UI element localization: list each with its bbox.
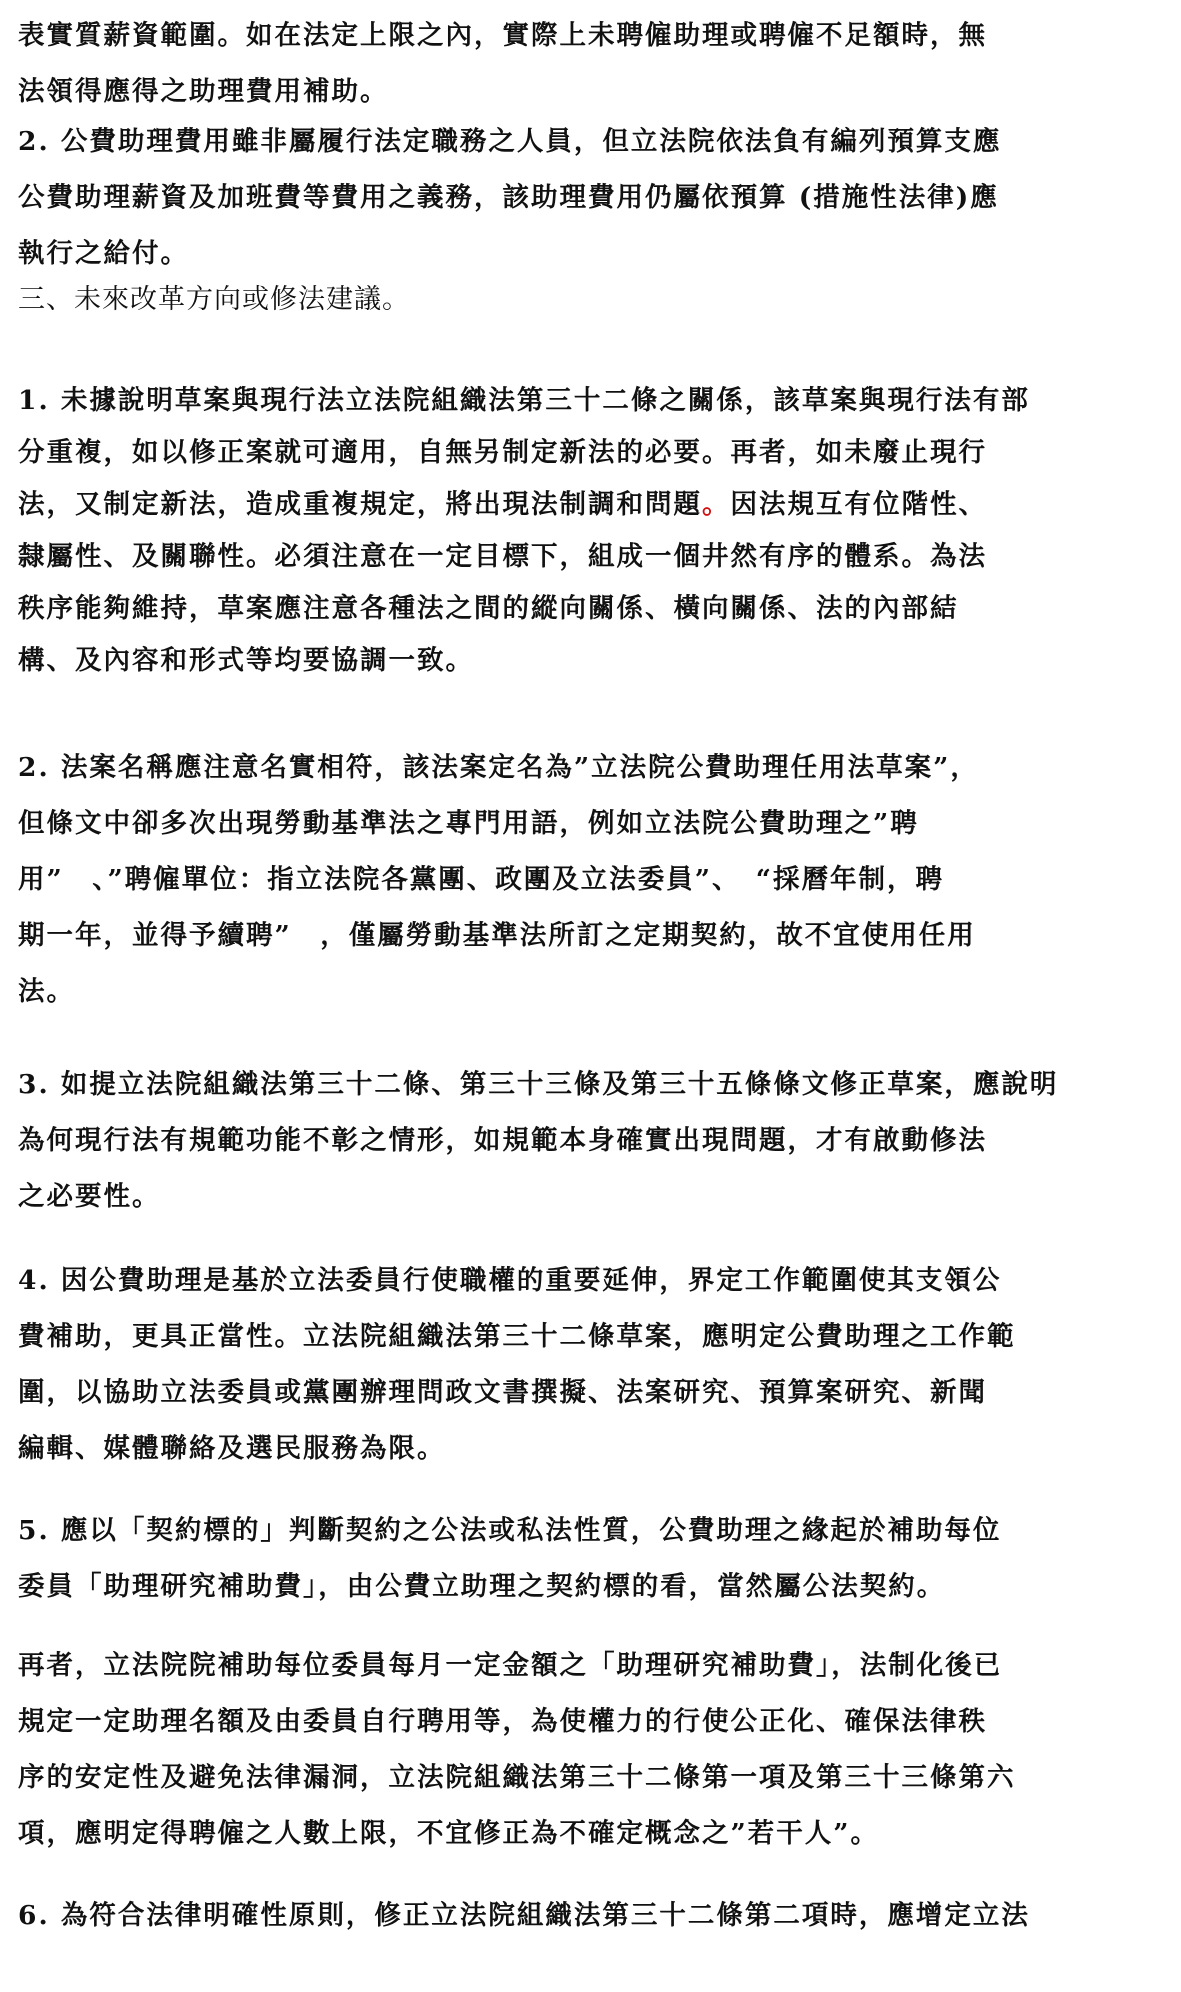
- text-segment: 法，又制定新法，造成重複規定，將出現法制調和問題: [18, 489, 702, 520]
- text-line: 構、及內容和形式等均要協調一致。: [18, 645, 474, 676]
- item-4-paragraph: [18, 1253, 1016, 1477]
- item-5-paragraph: [18, 1503, 1001, 1615]
- text-line: 為何現行法有規範功能不彰之情形，如規範本身確實出現問題，才有啟動修法: [18, 1125, 987, 1156]
- text-line: 但條文中卻多次出現勞動基準法之專門用語，例如立法院公費助理之”聘: [18, 808, 919, 839]
- item-3-paragraph: [18, 1057, 1058, 1225]
- section-heading: 三、未來改革方向或修法建議。: [18, 284, 410, 315]
- red-period-mark: 。: [702, 489, 731, 520]
- text-line: 2. 公費助理費用雖非屬履行法定職務之人員，但立法院依法負有編列預算支應: [18, 126, 1002, 157]
- text-line: 秩序能夠維持，草案應注意各種法之間的縱向關係、橫向關係、法的內部結: [18, 593, 959, 624]
- item-5-continuation-paragraph: [18, 1638, 1016, 1862]
- text-line: 5. 應以「契約標的」判斷契約之公法或私法性質，公費助理之緣起於補助每位: [18, 1515, 1002, 1546]
- text-line: 之必要性。: [18, 1181, 161, 1212]
- item-2-paragraph: [18, 740, 979, 1020]
- text-line-with-mark: [18, 479, 1030, 531]
- text-line: 2. 法案名稱應注意名實相符，該法案定名為”立法院公費助理任用法草案”，: [18, 752, 979, 783]
- text-line: 3. 如提立法院組織法第三十二條、第三十三條及第三十五條條文修正草案，應說明: [18, 1069, 1059, 1100]
- text-line: 法。: [18, 976, 75, 1007]
- text-line: 再者，立法院院補助每位委員每月一定金額之「助理研究補助費」，法制化後已: [18, 1650, 1003, 1681]
- text-line: 圍，以協助立法委員或黨團辦理問政文書撰擬、法案研究、預算案研究、新聞: [18, 1377, 987, 1408]
- text-line: 執行之給付。: [18, 238, 189, 269]
- text-line: 期一年，並得予續聘” ，僅屬勞動基準法所訂之定期契約，故不宜使用任用: [18, 920, 976, 951]
- text-line: 費補助，更具正當性。立法院組織法第三十二條草案，應明定公費助理之工作範: [18, 1321, 1016, 1352]
- text-line: 用” 、”聘僱單位：指立法院各黨團、政團及立法委員”、 “採曆年制，聘: [18, 864, 944, 895]
- text-line: 表實質薪資範圍。如在法定上限之內，實際上未聘僱助理或聘僱不足額時，無: [18, 20, 987, 51]
- text-line: 序的安定性及避免法律漏洞，立法院組織法第三十二條第一項及第三十三條第六: [18, 1762, 1016, 1793]
- text-line: 編輯、媒體聯絡及選民服務為限。: [18, 1433, 446, 1464]
- text-line: 公費助理薪資及加班費等費用之義務，該助理費用仍屬依預算 (措施性法律)應: [18, 182, 999, 213]
- text-line: 1. 未據說明草案與現行法立法院組織法第三十二條之關係，該草案與現行法有部: [18, 385, 1030, 416]
- item-6-paragraph: [18, 1888, 1030, 1944]
- text-line: 隸屬性、及關聯性。必須注意在一定目標下，組成一個井然有序的體系。為法: [18, 541, 987, 572]
- item-1-paragraph: [18, 375, 1030, 687]
- text-line: 規定一定助理名額及由委員自行聘用等，為使權力的行使公正化、確保法律秩: [18, 1706, 987, 1737]
- text-line: 項，應明定得聘僱之人數上限，不宜修正為不確定概念之”若干人”。: [18, 1818, 879, 1849]
- point-2-paragraph: [18, 114, 1001, 282]
- text-line: 分重複，如以修正案就可適用，自無另制定新法的必要。再者，如未廢止現行: [18, 437, 987, 468]
- text-segment: 因法規互有位階性、: [730, 489, 987, 520]
- text-line: 4. 因公費助理是基於立法委員行使職權的重要延伸，界定工作範圍使其支領公: [18, 1265, 1002, 1296]
- text-line: 6. 為符合法律明確性原則，修正立法院組織法第三十二條第二項時，應增定立法: [18, 1900, 1030, 1931]
- text-line: 法領得應得之助理費用補助。: [18, 76, 389, 107]
- text-line: 委員「助理研究補助費」，由公費立助理之契約標的看，當然屬公法契約。: [18, 1571, 946, 1602]
- continuation-paragraph: [18, 8, 987, 120]
